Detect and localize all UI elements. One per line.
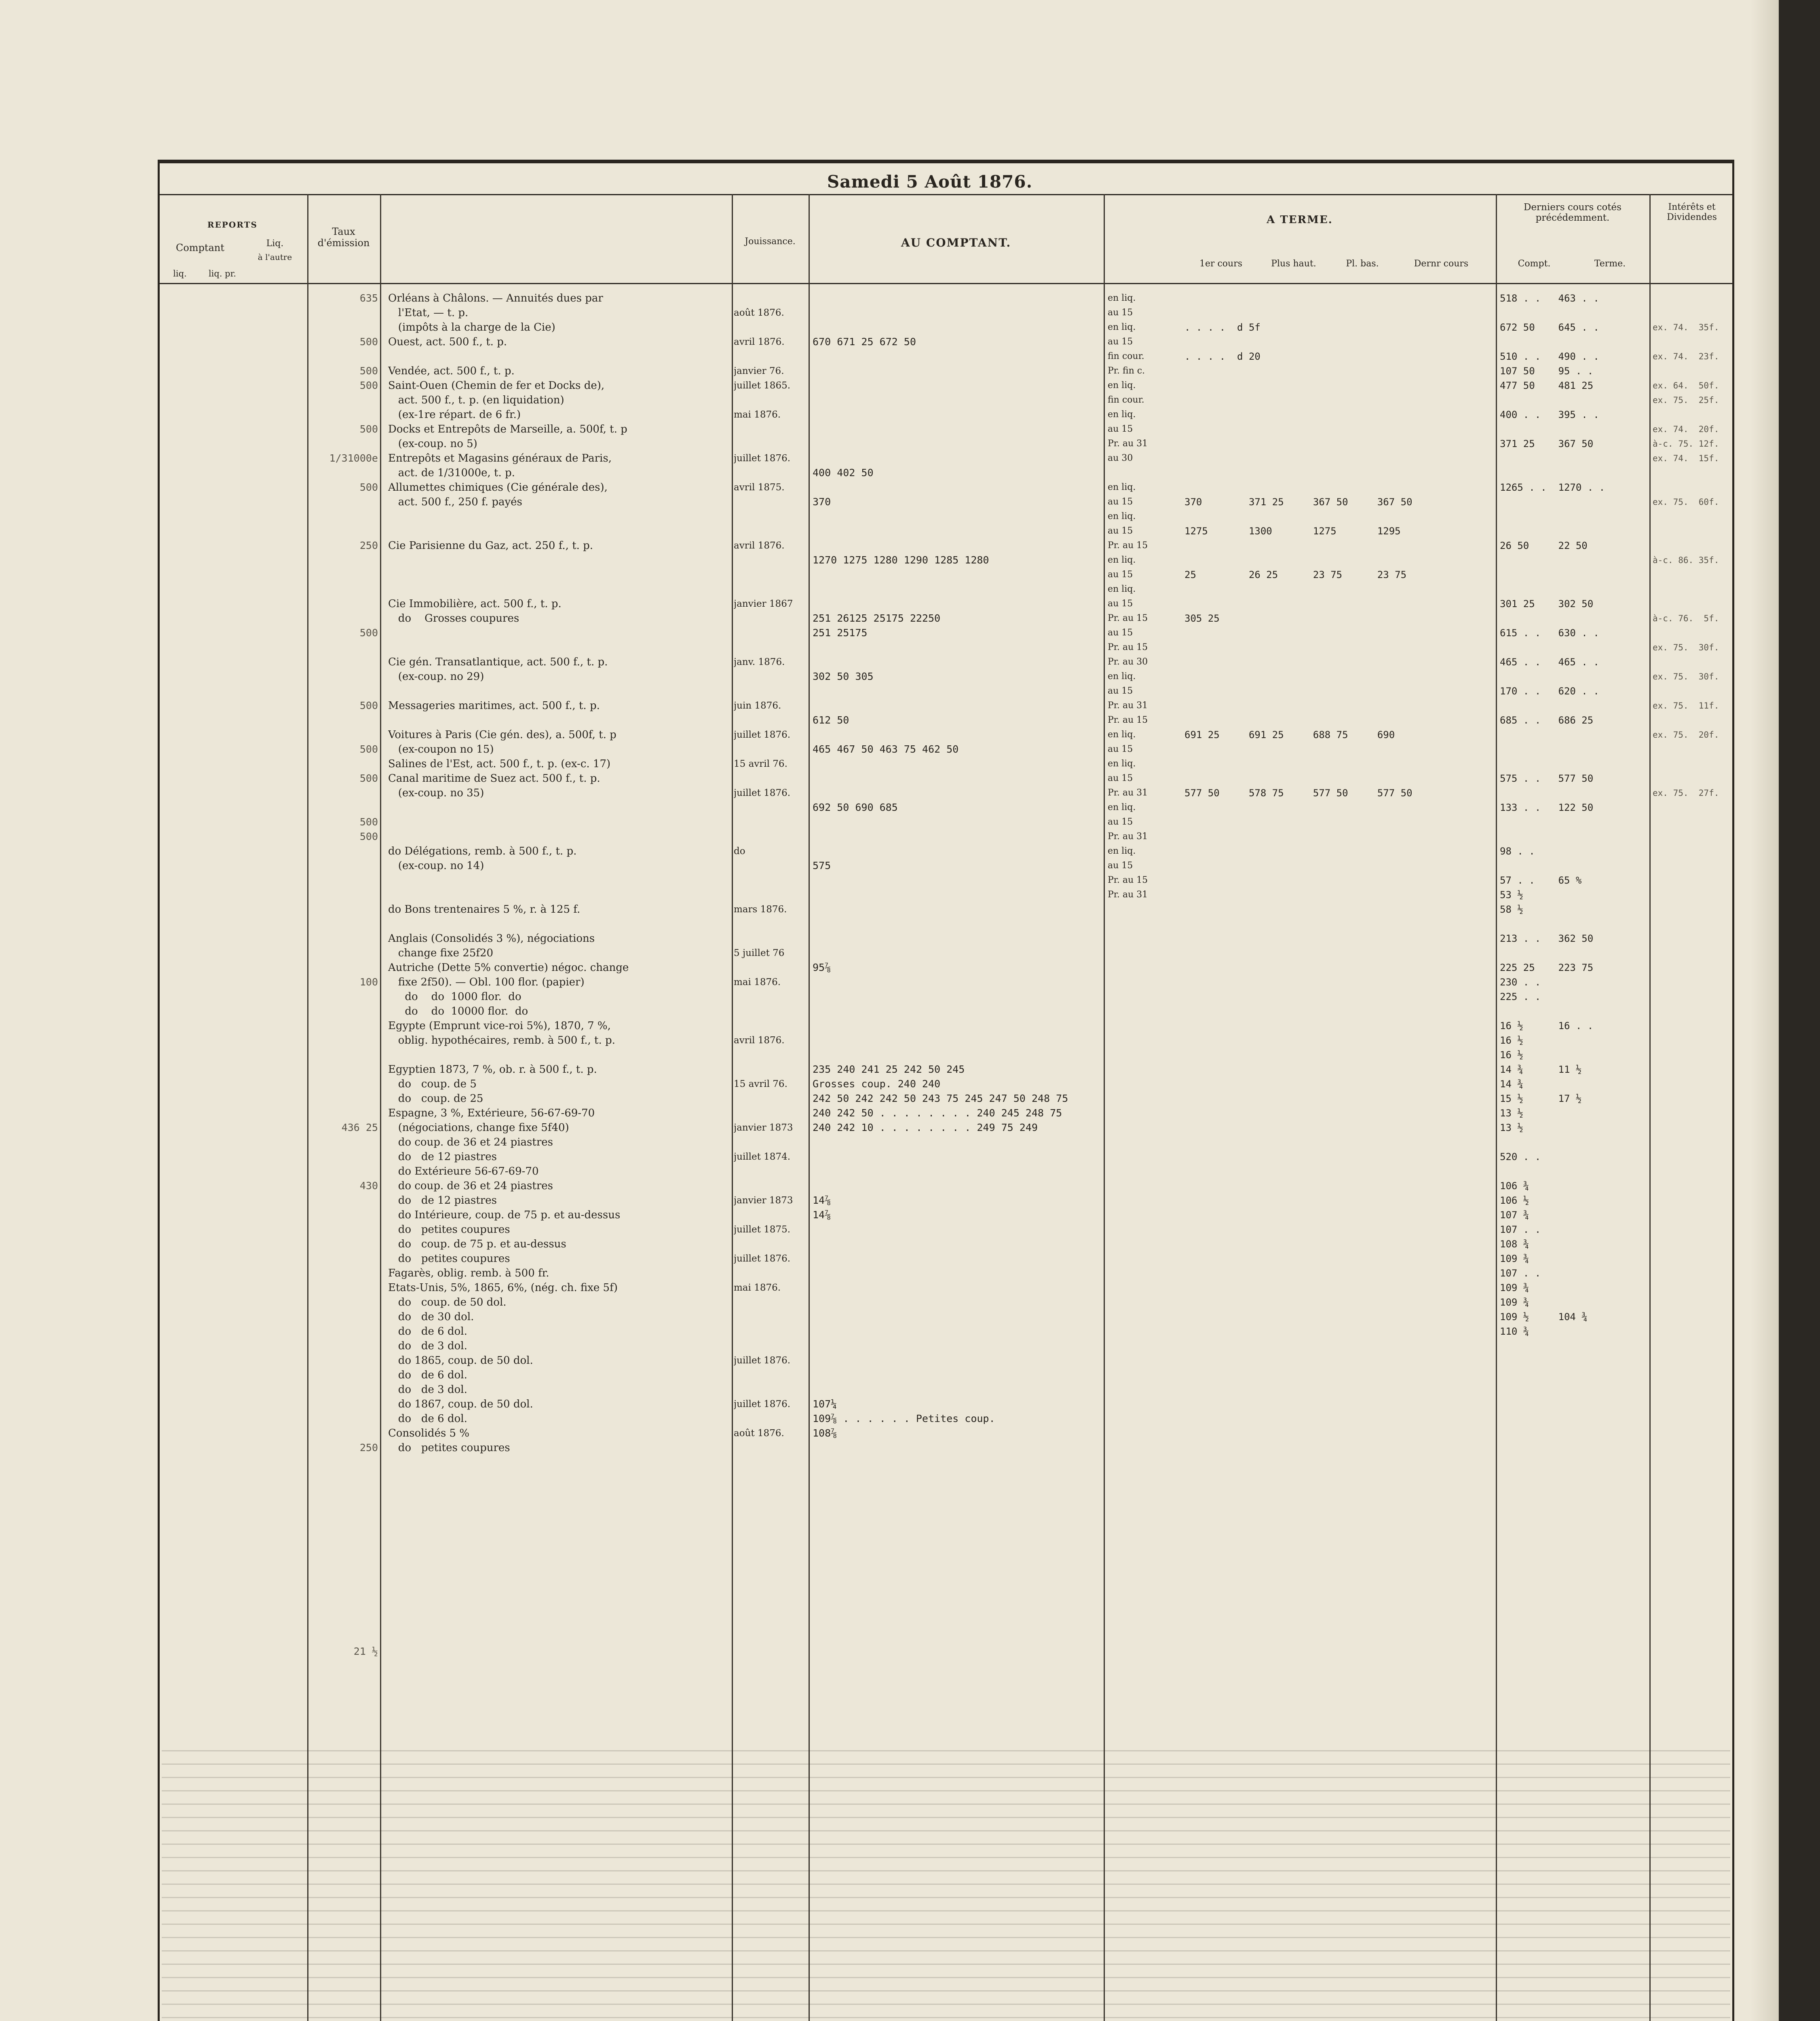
premier-cours-header: 1er cours [1199,259,1243,269]
scan-right-edge [1779,0,1820,2021]
dividends-column: ex. 74. 35f. ex. 74. 23f. ex. 64. 50f. ex. 75. 25f. ex. 74. 20f. à-c. 75. 12f. ex. 74. 15f. ex. 75. 60f. à-c. 86. 35f. à-c. 76. 5f. ex. 75. 30f. ex. 75. 30f. ex. 75. 11f. ex. 75. 20f. ex. 75. 27f. [1653,323,1719,798]
terme-prices-column: . . . . d 5f . . . . d 20 370 371 25 367 50 367 50 1275 1300 1275 1295 25 26 25 23 75 23 75 305 25 691 25 691 25 688 75 690 577 50 578 75 577 50 577 50 [1184,322,1413,799]
jouissance-column: août 1876. avril 1876. janvier 76. juillet 1865. mai 1876. juillet 1876. avril 1875. avril 1876. janvier 1867 janv. 1876. juin 1876. juillet 1876. 15 avril 76. juillet 1876. do mars 1876. 5 juillet 76 mai 1876. avril 1876. 15 avril 76. janvier 1873 juillet 1874. janvier 1873 juillet 1875. juillet 1876. mai 1876. juillet 1876. juillet 1876. août 1876. [734,308,793,1439]
reports-header: REPORTS [207,220,258,230]
taux-header: Taux d'émission [317,226,370,249]
securities-column: Orléans à Châlons. — Annuités dues par l'Etat, — t. p. (impôts à la charge de la Cie) Ouest, act. 500 f., t. p. Vendée, act. 500 f., t. p. Saint-Ouen (Chemin de fer et Docks de), act. 500 f., t. p. (en liquidation) (ex-1re répart. de 6 fr.) Docks et Entrepôts de Marseille, a. 500f, t. p (ex-coup. no 5) Entrepôts et Magasins généraux de Paris, act. de 1/31000e, t. p. Allumettes chimiques (Cie générale des), act. 500 f., 250 f. payés Cie Parisienne du Gaz, act. 250 f., t. p. Cie Immobilière, act. 500 f., t. p. do Grosses coupures Cie gén. Transatlantique, act. 500 f., t. p. (ex-coup. no 29) Messageries maritimes, act. 500 f., t. p. Voitures à Paris (Cie gén. des), a. 500f, t. p (ex-coupon no 15) Salines de l'Est, act. 500 f., t. p. (ex-c. 17) Canal maritime de Suez act. 500 f., t. p. (ex-coup. no 35) do Délégations, remb. à 500 f., t. p. (ex-coup. no 14) do Bons trentenaires 5 %, r. à 125 f. Anglais (Consolidés 3 %), négociations change fixe 25f20 Autriche (Dette 5% convertie) négoc. change fixe 2f50). — Obl. 100 flor. (papier) do do 1000 flor. do do do 10000 flor. do Egypte (Emprunt vice-roi 5%), 1870, 7 %, oblig. hypothécaires, remb. à 500 f., t. p. Egyptien 1873, 7 %, ob. r. à 500 f., t. p. do coup. de 5 do coup. de 25 Espagne, 3 %, Extérieure, 56-67-69-70 (négociations, change fixe 5f40) do coup. de 36 et 24 piastres do de 12 piastres do Extérieure 56-67-69-70 do coup. de 36 et 24 piastres do de 12 piastres do Intérieure, coup. de 75 p. et au-dessus do petites coupures do coup. de 75 p. et au-dessus do petites coupures Fagarès, oblig. remb. à 500 fr. Etats-Unis, 5%, 1865, 6%, (nég. ch. fixe 5f) do coup. de 50 dol. do de 30 dol. do de 6 dol. do de 3 dol. do 1865, coup. de 50 dol. do de 6 dol. do de 3 dol. do 1867, coup. de 50 dol. do de 6 dol. Consolidés 5 % do petites coupures [388,292,629,1454]
plus-haut-header: Plus haut. [1271,259,1316,269]
comptant-prices-column: 670 671 25 672 50 400 402 50 370 1270 1275 1280 1290 1285 1280 251 26125 25175 22250 251 25175 302 50 305 612 50 465 467 50 463 75 462 50 692 50 690 685 575 95⅞ 235 240 241 25 242 50 245 Grosses coup. 240 240 242 50 242 242 50 243 75 245 247 50 248 75 240 242 50 . . . . . . . . 240 245 248 75 240 242 10 . . . . . . . . 249 75 249 14⅞ 14⅞ 107¼ 109⅞ . . . . . . Petites coup. 108⅞ [813,336,1068,1439]
terme-header: Terme. [1594,259,1626,269]
liq-pr-label: liq. pr. [208,269,236,278]
comptant-subheader: Comptant [176,242,224,253]
compt-header: Compt. [1518,259,1551,269]
previous-prices-column: 518 . . 463 . . 672 50 645 . . 510 . . 490 . . 107 50 95 . . 477 50 481 25 400 . . 395 . . 371 25 367 50 1265 . . 1270 . . 26 50 22 50 301 25 302 50 615 . . 630 . . 465 . . 465 . . 170 . . 620 . . 685 . . 686 25 575 . . 577 50 133 . . 122 50 98 . . 57 . . 65 % 53 ½ 58 ½ 213 . . 362 50 225 25 223 75 230 . . 225 . . 16 ½ 16 . . 16 ½ 16 ½ 14 ¾ 11 ½ 14 ¾ 15 ½ 17 ½ 13 ½ 13 ½ 520 . . 106 ¾ 106 ½ 107 ¾ 107 . . 108 ¾ 109 ¾ 107 . . 109 ¾ 109 ¾ 109 ½ 104 ¾ 110 ¾ [1500,293,1605,1337]
a-lautre-subheader: à l'autre [258,252,292,262]
page-fold-shadow [1750,0,1779,2021]
plus-bas-header: Pl. bas. [1346,259,1379,269]
page-date: Samedi 5 Août 1876. [827,172,1033,192]
header-bottom-rule [158,283,1734,284]
lower-table-texture [162,1738,1730,2021]
terme-label-column: en liq. au 15 en liq. au 15 fin cour. Pr. fin c. en liq. fin cour. en liq. au 15 Pr. au 31 au 30 en liq. au 15 en liq. au 15 Pr. au 15 en liq. au 15 en liq. au 15 Pr. au 15 au 15 Pr. au 15 Pr. au 30 en liq. au 15 Pr. au 31 Pr. au 15 en liq. au 15 en liq. au 15 Pr. au 31 en liq. au 15 Pr. au 31 en liq. au 15 Pr. au 15 Pr. au 31 [1108,293,1148,900]
jouissance-header: Jouissance. [745,236,796,247]
interets-header: Intérêts et Dividendes [1667,202,1717,223]
liq-subheader: Liq. [266,238,284,249]
derniers-cours-header: Derniers cours cotés précédemment. [1524,202,1622,224]
au-comptant-header: AU COMPTANT. [901,236,1011,249]
liq-sub-label: liq. [173,269,187,278]
a-terme-header: A TERME. [1267,214,1333,226]
dernier-cours-header: Dernr cours [1414,259,1469,269]
taux-column: 635 500 500 500 500 1/31000e 500 250 500 500 500 500 500 500 100 436 25 430 250 21 ½ [329,292,378,1657]
header-top-rule [158,194,1734,195]
